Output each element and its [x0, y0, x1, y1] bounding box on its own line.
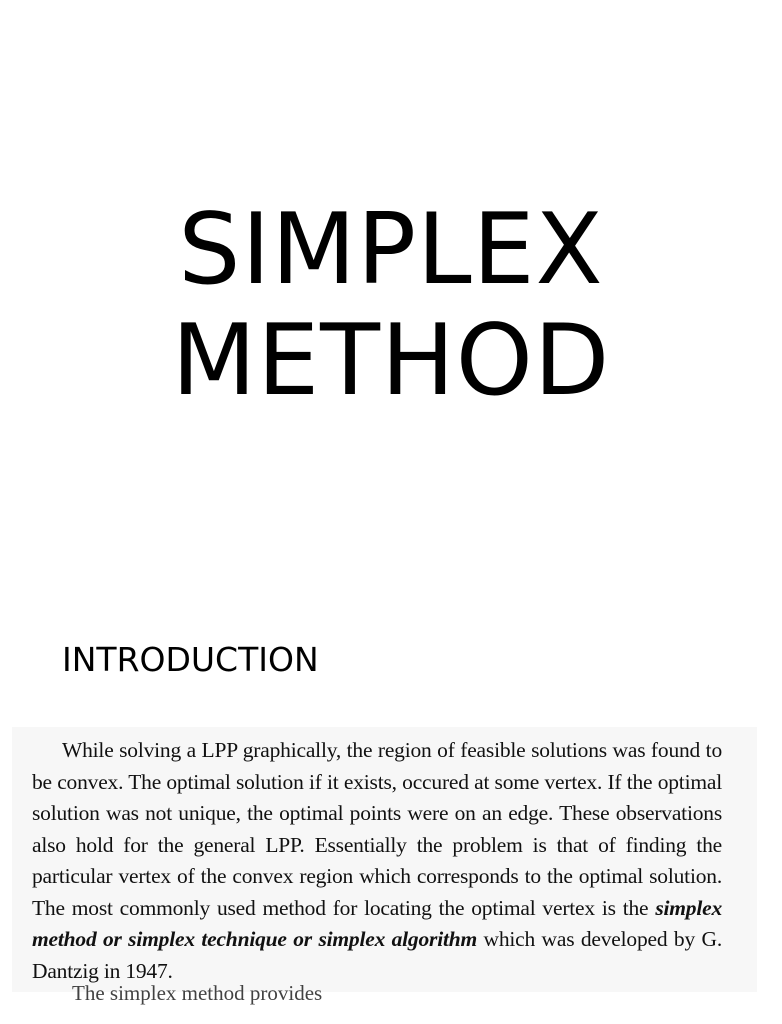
title-line-2: METHOD — [171, 304, 611, 418]
paragraph-text-part-1: While solving a LPP graphically, the region of feasible solutions was found to be convex. The optimal solution if it exists, occured at some vertex. If the optimal solution was not unique, the optimal points were on an edge. These observations also hold for the general LPP. Essentially the problem is that of finding the particular vertex of the convex region which corresponds to the optimal solution. The most commonly used method for locating the optimal vertex is the — [32, 738, 722, 920]
paragraph-text-part-2: which was developed by G. Dantzig in 1947. — [32, 927, 722, 983]
scanned-paragraph — [32, 735, 722, 987]
cut-off-line: The simplex method provides — [72, 981, 323, 1005]
page-title — [0, 195, 782, 417]
section-heading: INTRODUCTION — [62, 640, 319, 679]
title-line-1: SIMPLEX — [178, 193, 604, 307]
paragraph-emphasis: simplex method or simplex technique or simplex algorithm — [32, 895, 722, 951]
scanned-text-image — [12, 727, 757, 1005]
